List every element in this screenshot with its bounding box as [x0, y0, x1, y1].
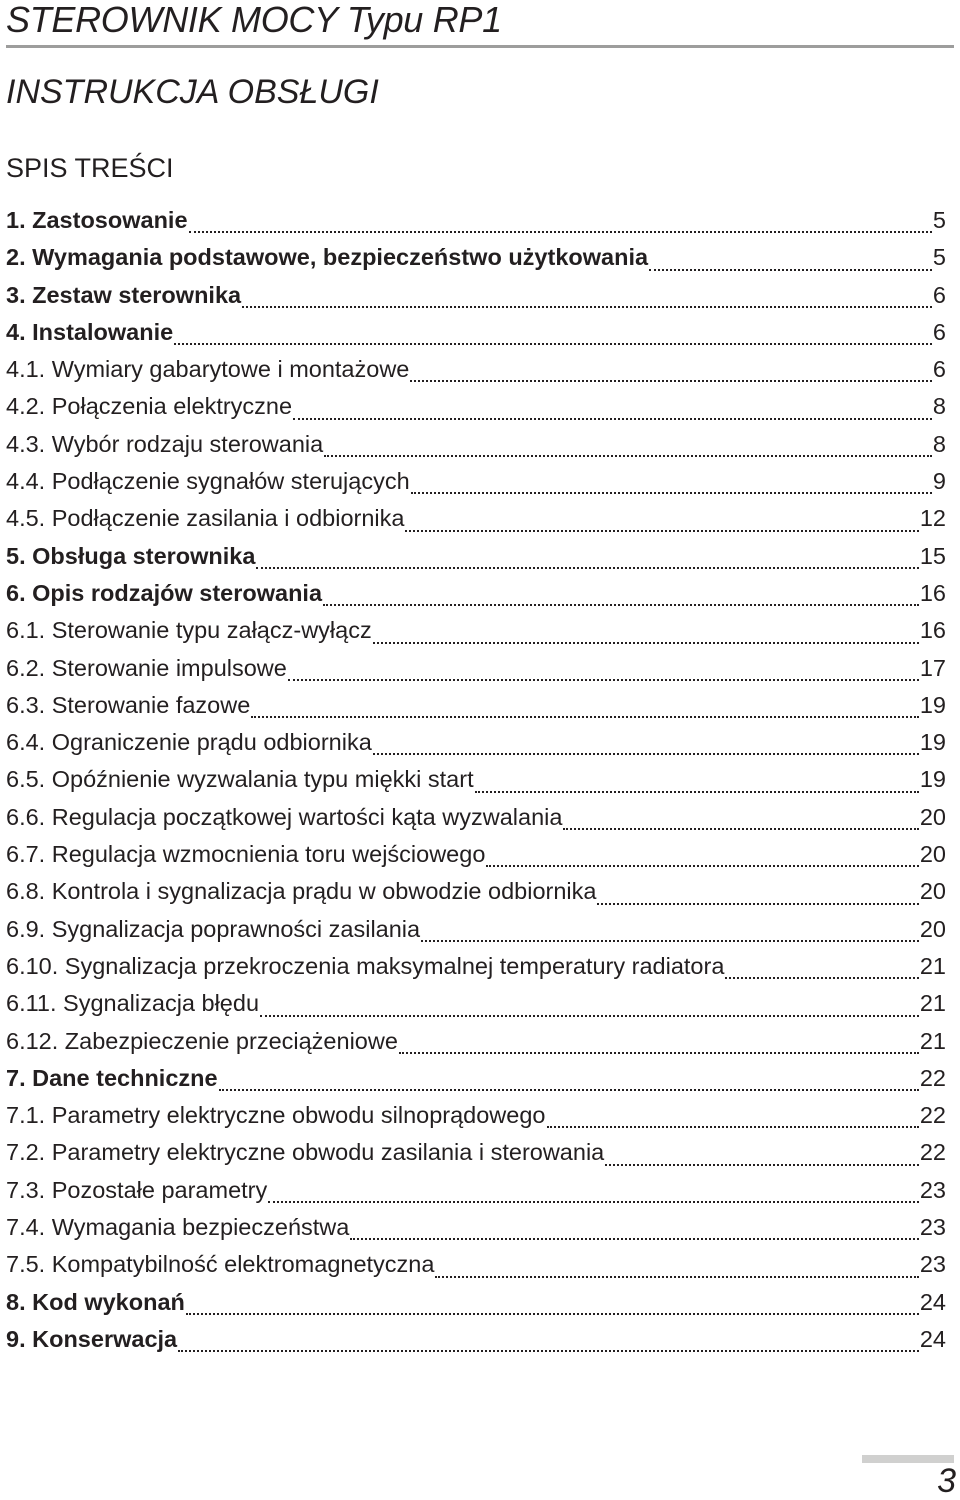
toc-entry-label: 9. Konserwacja — [6, 1325, 178, 1352]
toc-dot-leader — [350, 1236, 919, 1240]
toc-entry-page: 19 — [919, 766, 946, 793]
toc-entry-label: 4.4. Podłączenie sygnałów sterujących — [6, 468, 410, 495]
toc-entry[interactable] — [6, 429, 946, 466]
toc-dot-leader — [256, 565, 918, 569]
toc-entry-label: 6.5. Opóźnienie wyzwalania typu miękki start — [6, 766, 474, 793]
toc-entry[interactable] — [6, 876, 946, 913]
toc-dot-leader — [475, 789, 919, 793]
toc-entry[interactable] — [6, 391, 946, 428]
toc-entry-page: 22 — [919, 1102, 946, 1129]
toc-entry-page: 21 — [919, 1027, 946, 1054]
toc-entry-page: 20 — [919, 841, 946, 868]
toc-entry[interactable] — [6, 951, 946, 988]
toc-entry-page: 23 — [919, 1214, 946, 1241]
toc-entry-page: 21 — [919, 952, 946, 979]
toc-entry-label: 6.2. Sterowanie impulsowe — [6, 654, 287, 681]
toc-entry[interactable] — [6, 317, 946, 354]
toc-dot-leader — [725, 975, 918, 979]
toc-entry-page: 23 — [919, 1176, 946, 1203]
toc-dot-leader — [649, 267, 932, 271]
toc-dot-leader — [251, 714, 919, 718]
toc-entry-page: 24 — [919, 1325, 946, 1352]
toc-entry-label: 6.10. Sygnalizacja przekroczenia maksymalnej temperatury radiatora — [6, 952, 725, 979]
toc-dot-leader — [597, 901, 918, 905]
toc-entry-label: 6.12. Zabezpieczenie przeciążeniowe — [6, 1027, 398, 1054]
toc-entry-page: 6 — [932, 356, 946, 383]
toc-dot-leader — [293, 416, 932, 420]
toc-entry[interactable] — [6, 1100, 946, 1137]
toc-dot-leader — [605, 1162, 919, 1166]
toc-entry-label: 4.2. Połączenia elektryczne — [6, 393, 293, 420]
page-number: 3 — [937, 1462, 956, 1500]
toc-dot-leader — [260, 1013, 919, 1017]
toc-entry-label: 6.8. Kontrola i sygnalizacja prądu w obwodzie odbiornika — [6, 878, 597, 905]
toc-entry-label: 8. Kod wykonań — [6, 1288, 185, 1315]
toc-entry-page: 20 — [919, 878, 946, 905]
toc-dot-leader — [421, 938, 919, 942]
toc-entry-page: 19 — [919, 729, 946, 756]
toc-entry[interactable] — [6, 764, 946, 801]
toc-entry[interactable] — [6, 914, 946, 951]
toc-entry-page: 5 — [932, 207, 946, 233]
toc-dot-leader — [399, 1050, 919, 1054]
toc-entry-page: 15 — [919, 542, 946, 569]
toc-entry-page: 12 — [919, 505, 946, 532]
toc-entry[interactable] — [6, 1287, 946, 1324]
toc-entry[interactable] — [6, 541, 946, 578]
toc-entry[interactable] — [6, 503, 946, 540]
toc-entry-page: 17 — [919, 654, 946, 681]
toc-entry[interactable] — [6, 988, 946, 1025]
toc-dot-leader — [373, 751, 919, 755]
toc-entry-label: 7. Dane techniczne — [6, 1064, 218, 1091]
toc-dot-leader — [242, 304, 932, 308]
toc-dot-leader — [324, 453, 932, 457]
toc-dot-leader — [435, 1274, 918, 1278]
toc-dot-leader — [219, 1087, 919, 1091]
toc-entry[interactable] — [6, 1249, 946, 1286]
toc-dot-leader — [178, 1348, 919, 1352]
toc-entry-label: 7.3. Pozostałe parametry — [6, 1176, 268, 1203]
toc-entry[interactable] — [6, 1026, 946, 1063]
table-of-contents — [6, 205, 946, 1361]
toc-dot-leader — [405, 528, 918, 532]
toc-entry[interactable] — [6, 205, 946, 242]
toc-dot-leader — [323, 602, 919, 606]
toc-entry-page: 8 — [932, 393, 946, 420]
toc-entry-page: 6 — [932, 318, 946, 345]
toc-entry-label: 4.5. Podłączenie zasilania i odbiornika — [6, 505, 405, 532]
title-underline — [6, 45, 954, 48]
toc-dot-leader — [288, 677, 919, 681]
toc-entry-page: 19 — [919, 691, 946, 718]
toc-entry-label: 4.1. Wymiary gabarytowe i montażowe — [6, 356, 410, 383]
toc-entry[interactable] — [6, 1212, 946, 1249]
toc-entry[interactable] — [6, 354, 946, 391]
toc-entry[interactable] — [6, 839, 946, 876]
toc-entry[interactable] — [6, 727, 946, 764]
toc-dot-leader — [186, 1311, 919, 1315]
toc-entry-label: 3. Zestaw sterownika — [6, 281, 242, 308]
toc-dot-leader — [547, 1124, 919, 1128]
toc-entry[interactable] — [6, 578, 946, 615]
toc-entry-page: 21 — [919, 990, 946, 1017]
toc-entry-label: 6.7. Regulacja wzmocnienia toru wejściowego — [6, 841, 486, 868]
toc-entry[interactable] — [6, 802, 946, 839]
toc-entry-label: 6.4. Ograniczenie prądu odbiornika — [6, 729, 372, 756]
document-title: STEROWNIK MOCY Typu RP1 — [6, 0, 502, 40]
toc-entry-label: 7.4. Wymagania bezpieczeństwa — [6, 1214, 350, 1241]
toc-entry-label: 6.11. Sygnalizacja błędu — [6, 990, 260, 1017]
toc-dot-leader — [174, 341, 932, 345]
toc-entry[interactable] — [6, 1137, 946, 1174]
toc-entry-page: 24 — [919, 1288, 946, 1315]
toc-entry-label: 7.1. Parametry elektryczne obwodu silnoprądowego — [6, 1102, 546, 1129]
toc-entry-page: 6 — [932, 281, 946, 308]
toc-dot-leader — [486, 863, 918, 867]
toc-dot-leader — [563, 826, 918, 830]
toc-entry-label: 6.6. Regulacja początkowej wartości kąta wyzwalania — [6, 803, 563, 830]
toc-entry-label: 6.1. Sterowanie typu załącz-wyłącz — [6, 617, 372, 644]
toc-entry[interactable] — [6, 615, 946, 652]
toc-entry-page: 23 — [919, 1251, 946, 1278]
toc-dot-leader — [189, 229, 932, 233]
toc-entry[interactable] — [6, 242, 946, 279]
toc-entry[interactable] — [6, 1175, 946, 1212]
toc-entry-label: 6.3. Sterowanie fazowe — [6, 691, 251, 718]
toc-entry-page: 22 — [919, 1139, 946, 1166]
document-subtitle: INSTRUKCJA OBSŁUGI — [6, 73, 379, 111]
toc-entry-label: 6.9. Sygnalizacja poprawności zasilania — [6, 915, 421, 942]
toc-entry-page: 16 — [919, 579, 946, 606]
toc-entry[interactable] — [6, 1324, 946, 1361]
toc-entry[interactable] — [6, 466, 946, 503]
toc-entry-label: 2. Wymagania podstawowe, bezpieczeństwo użytkowania — [6, 244, 649, 271]
toc-entry[interactable] — [6, 280, 946, 317]
toc-dot-leader — [268, 1199, 919, 1203]
toc-dot-leader — [373, 640, 919, 644]
toc-dot-leader — [410, 378, 932, 382]
toc-entry[interactable] — [6, 653, 946, 690]
toc-heading: SPIS TREŚCI — [6, 153, 174, 183]
toc-entry-page: 5 — [932, 244, 946, 271]
toc-entry-label: 4.3. Wybór rodzaju sterowania — [6, 430, 324, 457]
toc-entry-page: 16 — [919, 617, 946, 644]
toc-entry-page: 22 — [919, 1064, 946, 1091]
toc-entry-page: 20 — [919, 915, 946, 942]
toc-entry-page: 8 — [932, 430, 946, 457]
toc-entry-label: 4. Instalowanie — [6, 318, 174, 345]
toc-entry-label: 5. Obsługa sterownika — [6, 542, 256, 569]
toc-entry-label: 1. Zastosowanie — [6, 207, 188, 233]
toc-entry-label: 7.5. Kompatybilność elektromagnetyczna — [6, 1251, 435, 1278]
toc-entry-label: 6. Opis rodzajów sterowania — [6, 579, 323, 606]
toc-entry-label: 7.2. Parametry elektryczne obwodu zasilania i sterowania — [6, 1139, 605, 1166]
toc-entry[interactable] — [6, 1063, 946, 1100]
toc-entry-page: 20 — [919, 803, 946, 830]
toc-dot-leader — [411, 490, 932, 494]
toc-entry[interactable] — [6, 690, 946, 727]
toc-entry-page: 9 — [932, 468, 946, 495]
